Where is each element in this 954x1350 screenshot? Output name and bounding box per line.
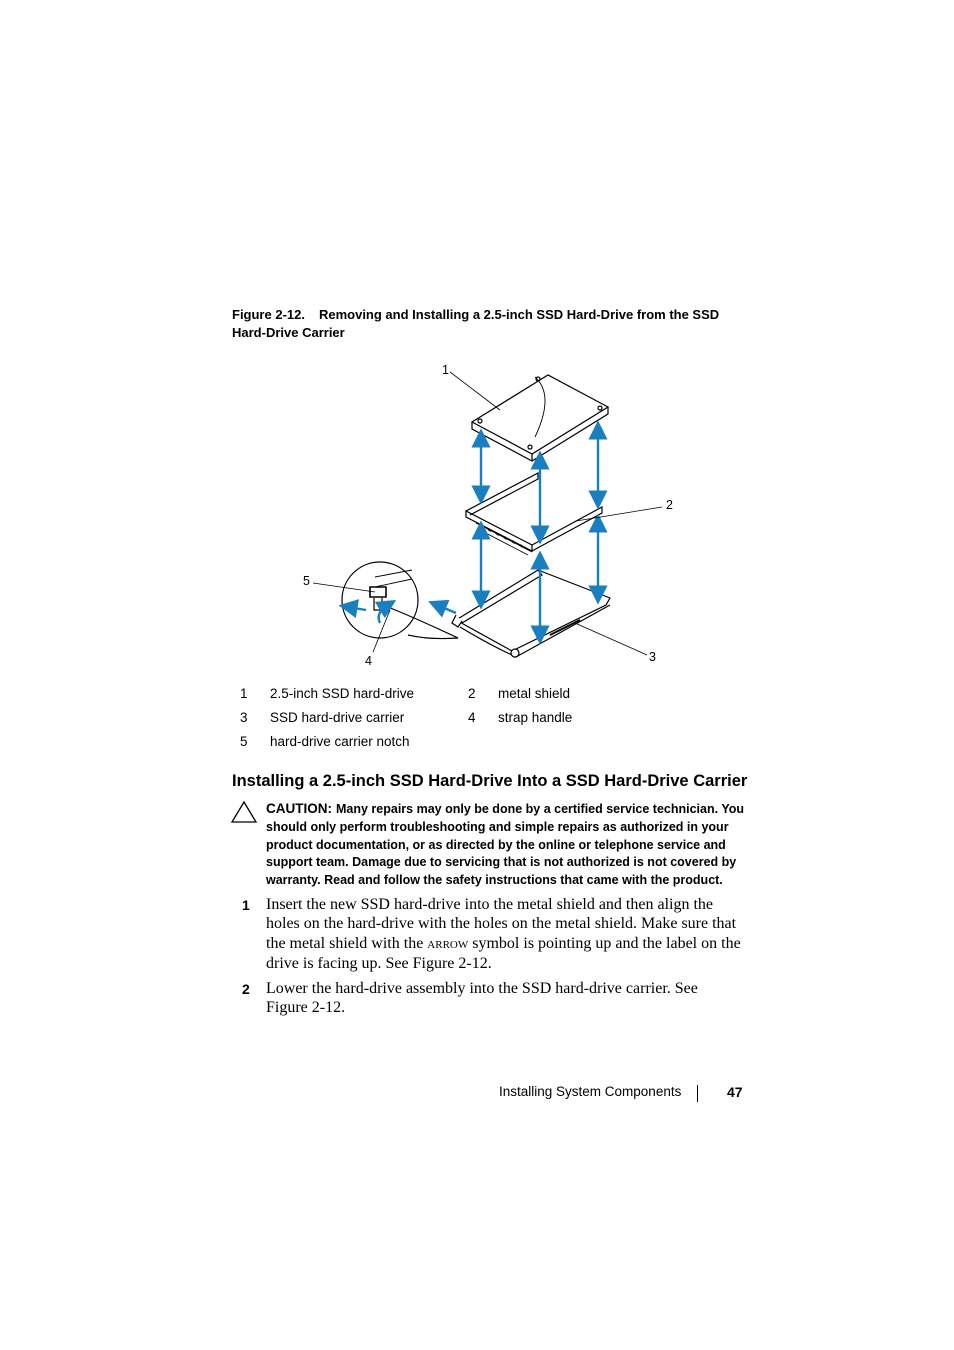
step-2-text-a: Lower the hard-drive assembly into the SSD hard-drive carrier. See Figure 2-12.	[266, 980, 698, 1017]
footer-separator	[697, 1085, 698, 1102]
legend-number: 2	[468, 686, 476, 701]
footer-section: Installing System Components	[499, 1084, 682, 1099]
section-title: Installing a 2.5-inch SSD Hard-Drive Into a SSD Hard-Drive Carrier	[232, 772, 748, 790]
figure-caption	[232, 306, 752, 342]
step-2-number: 2	[242, 981, 250, 997]
step-1-text	[266, 895, 746, 973]
caution-notice	[266, 800, 750, 890]
step-1-number: 1	[242, 897, 250, 913]
step-1-text-a: Insert the new SSD hard-drive into the metal shield and then align the holes on the hard-drive with the holes on the metal shield. Make sure that the metal shield with the	[266, 896, 737, 952]
step-2-text	[266, 979, 706, 1018]
legend-number: 4	[468, 710, 476, 725]
callout-5: 5	[303, 574, 310, 588]
carrier-drawing	[452, 570, 610, 657]
legend-text: hard-drive carrier notch	[270, 734, 410, 749]
ssd-drive-drawing	[472, 375, 608, 461]
callout-4: 4	[365, 654, 372, 668]
legend-number: 1	[240, 686, 248, 701]
legend-text: SSD hard-drive carrier	[270, 710, 405, 725]
legend-number: 5	[240, 734, 248, 749]
legend-number: 3	[240, 710, 248, 725]
page-number: 47	[727, 1084, 743, 1100]
legend-text: strap handle	[498, 710, 573, 725]
callout-1: 1	[442, 363, 449, 377]
legend-text: 2.5-inch SSD hard-drive	[270, 686, 415, 701]
caution-icon	[230, 800, 258, 824]
carrier-notch-zoom-drawing	[342, 562, 458, 639]
caution-text: Many repairs may only be done by a certified service technician. You should only perform troubleshooting and simple repairs as authorized in your product documentation, or as directed by the online or telephone service and support team. Damage due to servicing that is not authorized is not covered by warranty. Read and follow the safety instructions that came with the product.	[266, 802, 745, 888]
figure-caption-text: Removing and Installing a 2.5-inch SSD Hard-Drive from the SSD Hard-Drive Carrier	[232, 307, 720, 340]
step-1-arrow-word: arrow	[427, 935, 469, 952]
callout-2: 2	[666, 498, 673, 512]
legend-text: metal shield	[498, 686, 571, 701]
figure-illustration	[280, 355, 700, 675]
figure-number: Figure 2-12.	[232, 307, 305, 322]
metal-shield-drawing	[466, 473, 602, 555]
caution-label: CAUTION:	[266, 801, 332, 816]
step-1-text-b: symbol is pointing up and the label on the drive is facing up. See Figure 2-12.	[266, 934, 741, 972]
callout-3: 3	[649, 650, 656, 664]
